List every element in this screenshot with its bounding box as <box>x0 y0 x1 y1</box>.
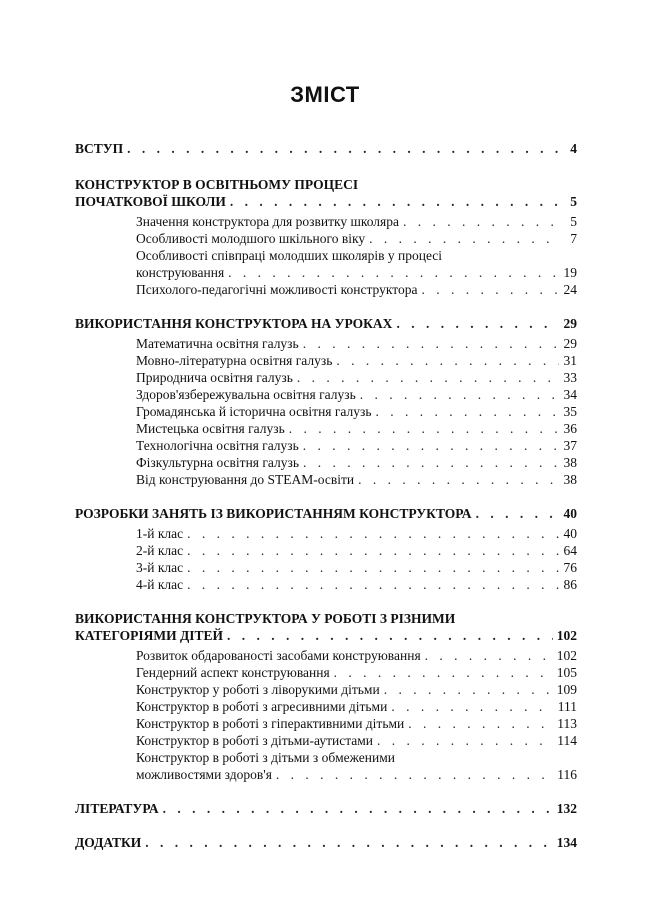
toc-entry-text: Громадянська й історична освітня галузь <box>136 404 372 419</box>
section-heading-page-number: 5 <box>570 194 577 209</box>
toc-entry-page-number: 114 <box>557 733 577 748</box>
toc-entry-text: Значення конструктора для розвитку школяра <box>136 214 399 229</box>
toc-entry-line: Конструктор в роботі з дітьми з обмеженими <box>136 750 395 765</box>
toc-section <box>75 140 577 157</box>
toc-entry[interactable] <box>75 766 577 783</box>
section-heading[interactable] <box>75 315 577 332</box>
toc-entry-text: 3-й клас <box>136 560 184 575</box>
toc-entry-text: 1-й клас <box>136 526 184 541</box>
section-heading-text: ДОДАТКИ <box>75 835 142 850</box>
dot-leader <box>334 664 553 681</box>
toc-entry[interactable] <box>75 437 577 454</box>
toc-entry-page-number: 111 <box>557 699 577 714</box>
toc-section <box>75 834 577 851</box>
toc-entry-text: Здоров'язбережувальна освітня галузь <box>136 387 356 402</box>
toc-subsection-list <box>75 213 577 298</box>
section-heading[interactable] <box>75 193 577 210</box>
toc-entry-page-number: 113 <box>557 716 577 731</box>
toc-entry-page-number: 109 <box>556 682 577 697</box>
dot-leader <box>187 525 559 542</box>
toc-entry[interactable] <box>75 647 577 664</box>
dot-leader <box>360 386 559 403</box>
section-heading-line: ВИКОРИСТАННЯ КОНСТРУКТОРА У РОБОТІ З РІЗНИМИ <box>75 611 456 626</box>
dot-leader <box>303 454 559 471</box>
dot-leader <box>421 281 559 298</box>
dot-leader <box>163 800 553 817</box>
section-heading-text: ПОЧАТКОВОЇ ШКОЛИ <box>75 194 226 209</box>
toc-entry-page-number: 116 <box>557 767 577 782</box>
toc-entry-page-number: 102 <box>556 648 577 663</box>
toc-entry[interactable] <box>75 386 577 403</box>
section-heading-page-number: 132 <box>556 801 577 816</box>
section-heading[interactable] <box>75 834 577 851</box>
toc-entry-page-number: 29 <box>563 336 577 351</box>
dot-leader <box>187 576 559 593</box>
toc-entry[interactable] <box>75 454 577 471</box>
toc-entry-text: Мовно-літературна освітня галузь <box>136 353 333 368</box>
toc-entry[interactable] <box>75 403 577 420</box>
toc-entry-page-number: 36 <box>563 421 577 436</box>
section-heading[interactable] <box>75 800 577 817</box>
dot-leader <box>391 698 553 715</box>
toc-entry[interactable] <box>75 559 577 576</box>
section-heading-page-number: 4 <box>570 141 577 156</box>
toc-entry[interactable] <box>75 542 577 559</box>
toc-entry-text: Гендерний аспект конструювання <box>136 665 330 680</box>
toc-entry-text: Природнича освітня галузь <box>136 370 293 385</box>
toc-entry[interactable] <box>75 471 577 488</box>
dot-leader <box>187 559 559 576</box>
toc-entry-text: Конструктор в роботі з гіперактивними дітьми <box>136 716 405 731</box>
dot-leader <box>187 542 559 559</box>
toc-entry-text: Розвиток обдарованості засобами конструювання <box>136 648 421 663</box>
dot-leader <box>303 335 559 352</box>
toc-section <box>75 610 577 783</box>
dot-leader <box>408 715 553 732</box>
section-heading-text: КАТЕГОРІЯМИ ДІТЕЙ <box>75 628 224 643</box>
toc-entry-text: конструювання <box>136 265 225 280</box>
section-heading[interactable] <box>75 140 577 157</box>
toc-entry[interactable] <box>75 213 577 230</box>
dot-leader <box>396 315 559 332</box>
section-heading-text: РОЗРОБКИ ЗАНЯТЬ ІЗ ВИКОРИСТАННЯМ КОНСТРУКТОРА <box>75 506 472 521</box>
toc-entry[interactable] <box>75 369 577 386</box>
toc-entry[interactable] <box>75 576 577 593</box>
toc-subsection-list <box>75 335 577 488</box>
toc-subsection-list <box>75 647 577 783</box>
dot-leader <box>127 140 559 157</box>
dot-leader <box>230 193 559 210</box>
toc-entry-text: Фізкультурна освітня галузь <box>136 455 300 470</box>
dot-leader <box>228 264 559 281</box>
toc-entry-text: Психолого-педагогічні можливості конструктора <box>136 282 418 297</box>
dot-leader <box>358 471 559 488</box>
dot-leader <box>476 505 559 522</box>
section-heading-page-number: 134 <box>556 835 577 850</box>
toc-entry[interactable] <box>75 525 577 542</box>
toc-entry-text: Мистецька освітня галузь <box>136 421 285 436</box>
dot-leader <box>425 647 553 664</box>
dot-leader <box>297 369 559 386</box>
toc-entry-text: 2-й клас <box>136 543 184 558</box>
toc-section <box>75 505 577 593</box>
dot-leader <box>384 681 553 698</box>
toc-entry-text: Конструктор в роботі з агресивними дітьми <box>136 699 388 714</box>
toc-entry-text: Конструктор у роботі з ліворукими дітьми <box>136 682 380 697</box>
toc-entry-text: Конструктор в роботі з дітьми-аутистами <box>136 733 374 748</box>
toc-entry-page-number: 86 <box>563 577 577 592</box>
toc-entry[interactable] <box>75 681 577 698</box>
toc-entry-text: Математична освітня галузь <box>136 336 299 351</box>
toc-entry[interactable] <box>75 230 577 247</box>
toc-entry-page-number: 7 <box>570 231 577 246</box>
table-of-contents <box>75 140 577 851</box>
dot-leader <box>376 403 559 420</box>
toc-entry-text: Від конструювання до STEAM-освіти <box>136 472 355 487</box>
section-heading-text: ЛІТЕРАТУРА <box>75 801 159 816</box>
toc-entry-page-number: 38 <box>563 455 577 470</box>
section-heading[interactable] <box>75 505 577 522</box>
toc-entry[interactable] <box>75 420 577 437</box>
toc-entry[interactable] <box>75 352 577 369</box>
dot-leader <box>276 766 553 783</box>
dot-leader <box>303 437 559 454</box>
section-heading-text: ВСТУП <box>75 141 124 156</box>
toc-entry-page-number: 64 <box>563 543 577 558</box>
toc-entry-page-number: 38 <box>563 472 577 487</box>
toc-entry-page-number: 31 <box>563 353 577 368</box>
toc-entry[interactable] <box>75 715 577 732</box>
toc-entry-page-number: 33 <box>563 370 577 385</box>
toc-entry[interactable] <box>75 335 577 352</box>
toc-section <box>75 176 577 298</box>
dot-leader <box>336 352 559 369</box>
toc-entry-page-number: 34 <box>563 387 577 402</box>
toc-entry-page-number: 5 <box>570 214 577 229</box>
dot-leader <box>377 732 553 749</box>
toc-section <box>75 315 577 488</box>
dot-leader <box>403 213 559 230</box>
dot-leader <box>289 420 559 437</box>
dot-leader <box>145 834 552 851</box>
toc-entry-text: Особливості молодшого шкільного віку <box>136 231 366 246</box>
toc-entry-page-number: 37 <box>563 438 577 453</box>
section-heading-page-number: 102 <box>556 628 577 643</box>
toc-entry-text: 4-й клас <box>136 577 184 592</box>
toc-entry[interactable] <box>75 264 577 281</box>
section-heading-text: ВИКОРИСТАННЯ КОНСТРУКТОРА НА УРОКАХ <box>75 316 393 331</box>
toc-entry[interactable] <box>75 732 577 749</box>
toc-subsection-list <box>75 525 577 593</box>
toc-entry[interactable] <box>75 281 577 298</box>
toc-entry-page-number: 19 <box>563 265 577 280</box>
toc-entry-page-number: 105 <box>556 665 577 680</box>
dot-leader <box>369 230 559 247</box>
toc-entry[interactable] <box>75 664 577 681</box>
section-heading-line: КОНСТРУКТОР В ОСВІТНЬОМУ ПРОЦЕСІ <box>75 177 359 192</box>
section-heading[interactable] <box>75 627 577 644</box>
toc-entry-line: Особливості співпраці молодших школярів у процесі <box>136 248 443 263</box>
toc-entry-text: можливостями здоров'я <box>136 767 272 782</box>
toc-entry-page-number: 76 <box>563 560 577 575</box>
toc-entry-page-number: 24 <box>563 282 577 297</box>
toc-section <box>75 800 577 817</box>
toc-entry-text: Технологічна освітня галузь <box>136 438 299 453</box>
toc-entry[interactable] <box>75 698 577 715</box>
dot-leader <box>227 627 553 644</box>
section-heading-page-number: 29 <box>563 316 577 331</box>
toc-entry-page-number: 40 <box>563 526 577 541</box>
page-title: ЗМІСТ <box>290 82 360 107</box>
section-heading-page-number: 40 <box>563 506 577 521</box>
toc-entry-page-number: 35 <box>563 404 577 419</box>
